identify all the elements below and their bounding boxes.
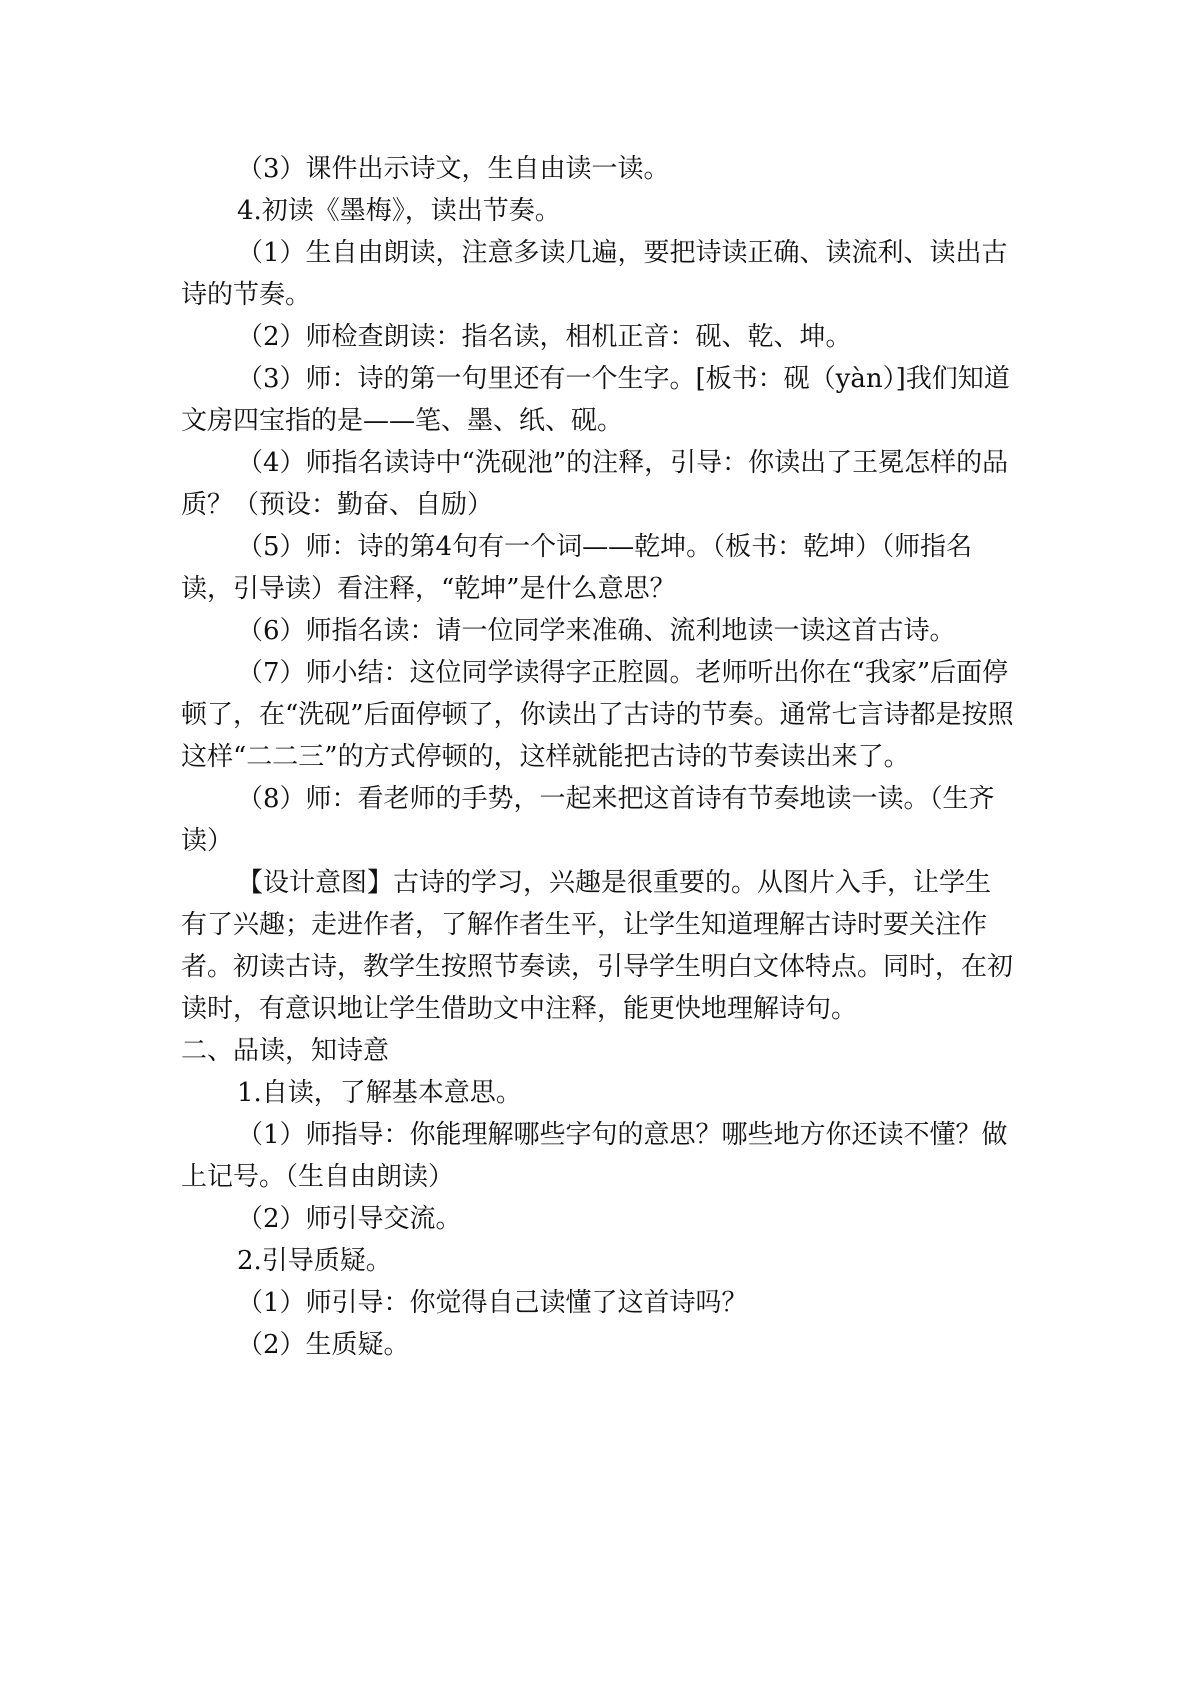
paragraph: （2）师检查朗读：指名读，相机正音：砚、乾、坤。 (237, 322, 852, 352)
section-heading: 二、品读，知诗意 (181, 1036, 390, 1066)
paragraph: 1.自读，了解基本意思。 (237, 1078, 522, 1108)
design-intent-paragraph: 【设计意图】古诗的学习，兴趣是很重要的。从图片入手，让学生有了兴趣；走进作者，了解作者生平，让学生知道理解古诗时要关注作者。初读古诗，教学生按照节奏读，引导学生明白文体特点。同时，在初读时，有意识地让学生借助文中注释，能更快地理解诗句。 (181, 868, 1014, 1024)
paragraph: （7）师小结：这位同学读得字正腔圆。老师听出你在“我家”后面停顿了，在“洗砚”后面停顿了，你读出了古诗的节奏。通常七言诗都是按照这样“二二三”的方式停顿的，这样就能把古诗的节奏读出来了。 (181, 658, 1014, 772)
paragraph: 4.初读《墨梅》，读出节奏。 (237, 196, 561, 226)
paragraph: （1）师引导：你觉得自己读懂了这首诗吗？ (237, 1288, 748, 1318)
paragraph: （5）师：诗的第4句有一个词——乾坤。（板书：乾坤）（师指名读，引导读）看注释，“乾坤”是什么意思？ (181, 532, 973, 604)
paragraph: （4）师指名读诗中“洗砚池”的注释，引导：你读出了王冕怎样的品质？（预设：勤奋、自励） (181, 448, 1009, 520)
paragraph: （1）师指导：你能理解哪些字句的意思？哪些地方你还读不懂？做上记号。（生自由朗读） (181, 1120, 1008, 1192)
paragraph: （3）师：诗的第一句里还有一个生字。[板书：砚（yàn）]我们知道文房四宝指的是——笔、墨、纸、砚。 (181, 364, 1010, 436)
paragraph: （2）师引导交流。 (237, 1204, 462, 1234)
paragraph: （8）师：看老师的手势，一起来把这首诗有节奏地读一读。（生齐读） (181, 784, 995, 856)
paragraph: （1）生自由朗读，注意多读几遍，要把诗读正确、读流利、读出古诗的节奏。 (181, 238, 1008, 310)
paragraph: （6）师指名读：请一位同学来准确、流利地读一读这首古诗。 (237, 616, 956, 646)
paragraph: （2）生质疑。 (237, 1330, 410, 1360)
paragraph: 2.引导质疑。 (237, 1246, 392, 1276)
document-body (181, 148, 1016, 1366)
paragraph: （3）课件出示诗文，生自由读一读。 (237, 154, 670, 184)
